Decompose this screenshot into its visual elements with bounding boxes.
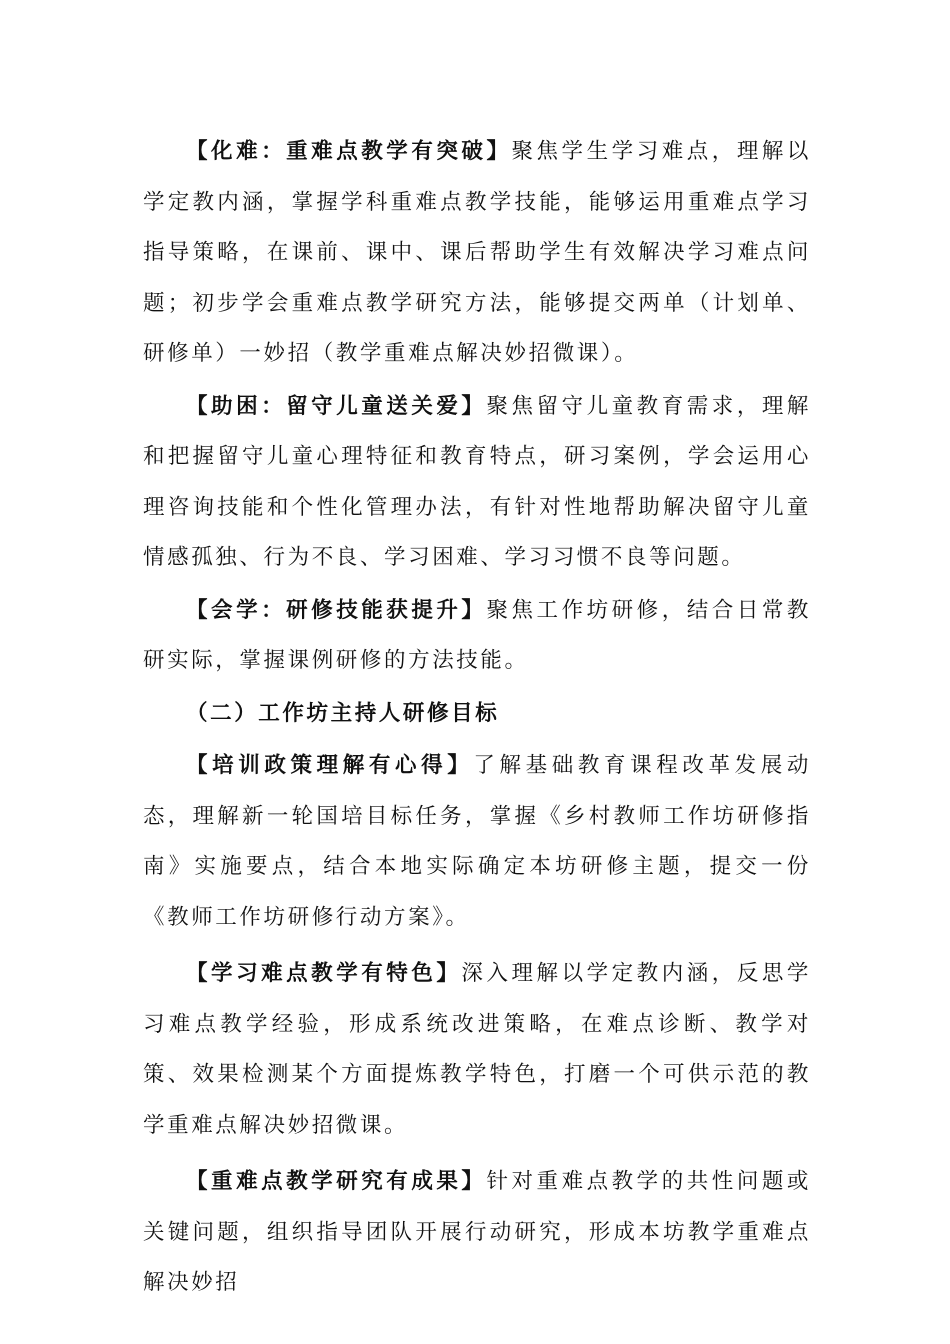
paragraph-text: 聚焦学生学习难点，理解以学定教内涵，掌握学科重难点教学技能，能够运用重难点学习指导策略，在课前、课中、课后帮助学生有效解决学习难点问题；初步学会重难点教学研究方法，能够提交两单（计划单、研修单）一妙招（教学重难点解决妙招微课）。 bbox=[143, 139, 811, 366]
paragraph-huixue bbox=[143, 586, 811, 687]
paragraph-text: 聚焦工作坊研修，结合日常教研实际，掌握课例研修的方法技能。 bbox=[143, 597, 811, 673]
paragraph-huanan bbox=[143, 127, 811, 380]
paragraph-heading: 【助困：留守儿童送关爱】 bbox=[186, 393, 487, 419]
paragraph-heading: 【会学：研修技能获提升】 bbox=[186, 597, 487, 623]
paragraph-text: 针对重难点教学的共性问题或关键问题，组织指导团队开展行动研究，形成本坊教学重难点解决妙招 bbox=[143, 1169, 811, 1295]
paragraph-heading: 【重难点教学研究有成果】 bbox=[186, 1169, 487, 1194]
paragraph-peixun bbox=[143, 741, 811, 943]
paragraph-zhukun bbox=[143, 382, 811, 584]
paragraph-text: 了解基础教育课程改革发展动态，理解新一轮国培目标任务，掌握《乡村教师工作坊研修指南》实施要点，结合本地实际确定本坊研修主题，提交一份《教师工作坊研修行动方案》。 bbox=[143, 753, 811, 930]
paragraph-zhongnandian bbox=[143, 1157, 811, 1309]
document-body bbox=[143, 127, 811, 1309]
paragraph-text: 深入理解以学定教内涵，反思学习难点教学经验，形成系统改进策略，在难点诊断、教学对策、效果检测某个方面提炼教学特色，打磨一个可供示范的教学重难点解决妙招微课。 bbox=[143, 961, 812, 1138]
paragraph-heading: 【培训政策理解有心得】 bbox=[186, 753, 474, 778]
paragraph-heading: 【学习难点教学有特色】 bbox=[186, 961, 462, 986]
paragraph-xuexi bbox=[143, 949, 811, 1151]
section-title: （二）工作坊主持人研修目标 bbox=[186, 700, 500, 726]
paragraph-text: 聚焦留守儿童教育需求，理解和把握留守儿童心理特征和教育特点，研习案例，学会运用心理咨询技能和个性化管理办法，有针对性地帮助解决留守儿童情感孤独、行为不良、学习困难、学习习惯不良等问题。 bbox=[143, 393, 811, 570]
paragraph-heading: 【化难：重难点教学有突破】 bbox=[186, 139, 512, 164]
